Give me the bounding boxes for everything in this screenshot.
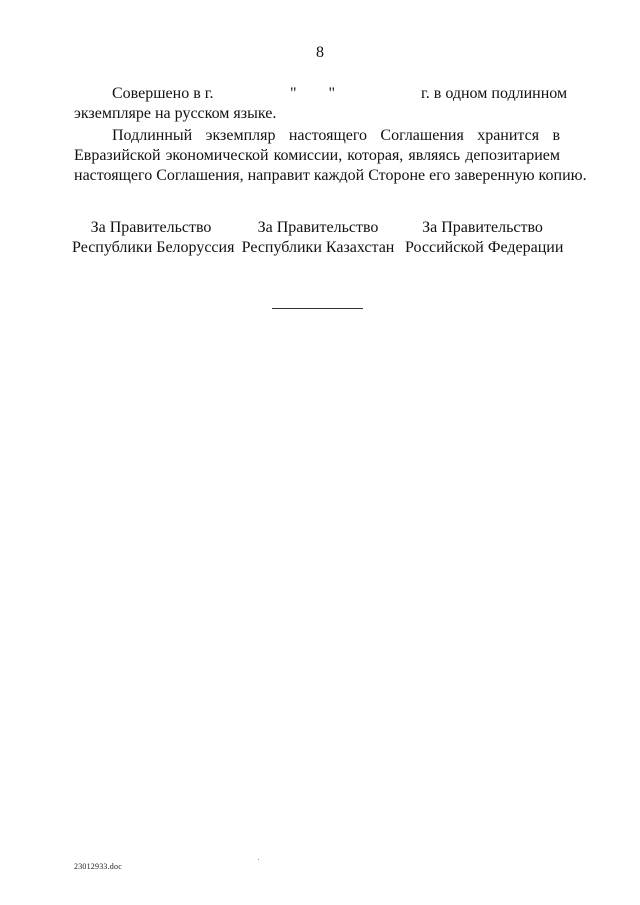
date-quote-marks: " " bbox=[290, 85, 336, 102]
end-of-text-rule bbox=[272, 308, 363, 309]
depositary-clause-line-2: Евразийской экономической комиссии, которая, являясь депозитарием bbox=[74, 147, 560, 164]
signature-block-heading: За Правительство bbox=[422, 219, 543, 236]
signature-block-party: Республики Казахстан bbox=[241, 239, 395, 256]
signature-block-heading: За Правительство bbox=[90, 219, 212, 236]
depositary-clause-line-1: Подлинный экземпляр настоящего Соглашения хранится в bbox=[112, 127, 560, 144]
concluding-clause-end: г. в одном подлинном bbox=[421, 85, 568, 102]
signature-block-russia bbox=[405, 218, 564, 258]
footer-file-name: 23012933.doc bbox=[74, 862, 122, 871]
concluding-clause-line-2: экземпляре на русском языке. bbox=[74, 105, 277, 122]
signature-block-kazakhstan bbox=[240, 218, 396, 258]
page-number: 8 bbox=[316, 44, 324, 61]
signature-block-party: Республики Белоруссия bbox=[72, 239, 235, 256]
scan-speck bbox=[258, 859, 259, 860]
signature-block-belarus bbox=[72, 218, 235, 258]
depositary-clause-line-3: настоящего Соглашения, направит каждой Стороне его заверенную копию. bbox=[74, 167, 587, 184]
signature-block-party: Российской Федерации bbox=[405, 239, 564, 256]
concluding-clause-start: Совершено в г. bbox=[112, 85, 214, 102]
signature-block-heading: За Правительство bbox=[257, 219, 379, 236]
